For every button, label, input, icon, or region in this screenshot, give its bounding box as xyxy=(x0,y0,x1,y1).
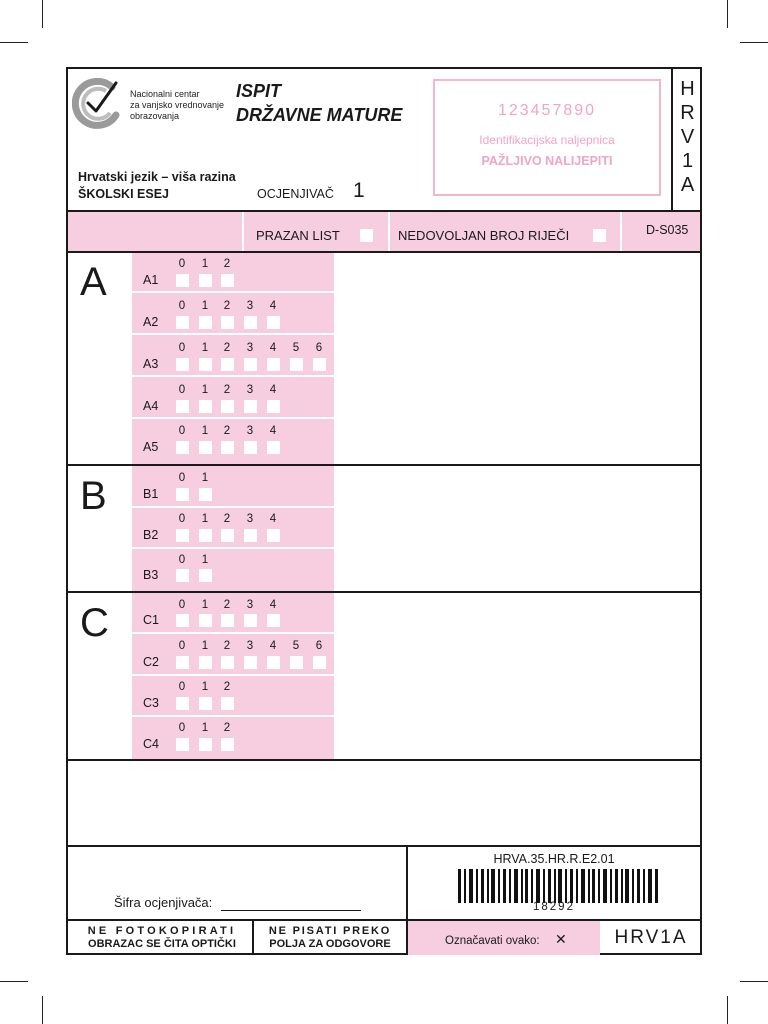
org-name xyxy=(130,89,250,122)
divider xyxy=(252,921,254,955)
vertical-code-char: V xyxy=(680,126,695,148)
blank-sheet-label: PRAZAN LIST xyxy=(256,228,340,243)
subject-title: Hrvatski jezik – viša razina xyxy=(78,170,236,184)
option-number: 0 xyxy=(178,300,186,312)
answer-box-c2-4[interactable] xyxy=(267,656,280,669)
option-number: 1 xyxy=(201,342,209,354)
question-label-b1: B1 xyxy=(143,487,159,501)
option-number: 4 xyxy=(269,342,277,354)
answer-box-c4-2[interactable] xyxy=(221,738,234,751)
question-label-a3: A3 xyxy=(143,357,159,371)
answer-box-a4-0[interactable] xyxy=(176,400,189,413)
vertical-code-char: R xyxy=(680,102,695,124)
option-number: 0 xyxy=(178,425,186,437)
option-number: 1 xyxy=(201,513,209,525)
answer-box-c1-0[interactable] xyxy=(176,614,189,627)
form-code: HRV1A xyxy=(614,927,688,948)
option-number: 5 xyxy=(292,342,300,354)
answer-box-a4-1[interactable] xyxy=(199,400,212,413)
option-number: 2 xyxy=(223,513,231,525)
answer-box-c1-3[interactable] xyxy=(244,614,257,627)
answer-box-a4-3[interactable] xyxy=(244,400,257,413)
org-line: Nacionalni centar xyxy=(130,89,200,99)
option-number: 0 xyxy=(178,599,186,611)
answer-box-b2-2[interactable] xyxy=(221,529,234,542)
divider xyxy=(620,212,622,251)
question-label-a2: A2 xyxy=(143,315,159,329)
no-copy-warning xyxy=(76,925,248,951)
form-d-code: D-S035 xyxy=(646,223,689,237)
option-number: 0 xyxy=(178,258,186,270)
answer-box-a1-1[interactable] xyxy=(199,274,212,287)
cross-mark-icon: ✕ xyxy=(555,931,567,947)
option-number: 1 xyxy=(201,599,209,611)
answer-box-a2-4[interactable] xyxy=(267,316,280,329)
grader-code-input-line[interactable] xyxy=(221,910,361,911)
answer-box-c2-0[interactable] xyxy=(176,656,189,669)
answer-sheet xyxy=(66,67,702,955)
question-label-c2: C2 xyxy=(143,655,159,669)
warning-line: NE PISATI PREKO xyxy=(268,925,392,937)
option-number: 1 xyxy=(201,384,209,396)
option-number: 2 xyxy=(223,681,231,693)
question-separator xyxy=(132,506,334,508)
crop-mark xyxy=(740,42,768,43)
divider xyxy=(242,212,244,251)
question-separator xyxy=(132,291,334,293)
option-number: 1 xyxy=(201,554,209,566)
question-separator xyxy=(132,375,334,377)
option-number: 5 xyxy=(292,640,300,652)
option-number: 3 xyxy=(246,640,254,652)
option-number: 2 xyxy=(223,300,231,312)
label-ident-text: Identifikacijska naljepnica xyxy=(479,133,615,147)
label-careful-text: PAŽLJIVO NALIJEPITI xyxy=(481,154,613,168)
crop-mark xyxy=(42,0,43,28)
answer-box-a3-3[interactable] xyxy=(244,358,257,371)
option-number: 4 xyxy=(269,425,277,437)
section-letter-b: B xyxy=(80,474,107,518)
warning-line: OBRAZAC SE ČITA OPTIČKI xyxy=(88,938,236,950)
answer-box-c1-1[interactable] xyxy=(199,614,212,627)
question-separator xyxy=(132,417,334,419)
option-number: 6 xyxy=(315,342,323,354)
answer-box-a1-0[interactable] xyxy=(176,274,189,287)
option-number: 0 xyxy=(178,513,186,525)
section-letter-a: A xyxy=(80,260,107,304)
option-number: 6 xyxy=(315,640,323,652)
grader-label: OCJENJIVAČ xyxy=(257,187,334,201)
answer-box-c2-5[interactable] xyxy=(290,656,303,669)
crop-mark xyxy=(0,42,28,43)
answer-box-a3-6[interactable] xyxy=(313,358,326,371)
vertical-code-char: A xyxy=(680,174,695,196)
option-number: 0 xyxy=(178,472,186,484)
vertical-code-char: 1 xyxy=(681,150,694,172)
option-number: 1 xyxy=(201,258,209,270)
question-label-a1: A1 xyxy=(143,273,159,287)
question-label-a4: A4 xyxy=(143,399,159,413)
option-number: 4 xyxy=(269,513,277,525)
answer-box-b1-1[interactable] xyxy=(199,488,212,501)
label-digits: 123457890 xyxy=(497,102,597,119)
blank-sheet-checkbox[interactable] xyxy=(360,229,373,242)
title-line: ISPIT xyxy=(236,81,282,101)
question-label-c3: C3 xyxy=(143,696,159,710)
option-number: 2 xyxy=(223,722,231,734)
answer-box-a3-1[interactable] xyxy=(199,358,212,371)
insufficient-words-checkbox[interactable] xyxy=(593,229,606,242)
answer-box-a5-3[interactable] xyxy=(244,441,257,454)
crop-mark xyxy=(727,0,728,28)
option-number: 4 xyxy=(269,640,277,652)
option-number: 1 xyxy=(201,681,209,693)
option-number: 3 xyxy=(246,425,254,437)
answer-box-c1-4[interactable] xyxy=(267,614,280,627)
divider xyxy=(68,759,700,761)
option-number: 3 xyxy=(246,300,254,312)
title-line: DRŽAVNE MATURE xyxy=(236,105,403,125)
option-number: 3 xyxy=(246,599,254,611)
option-number: 2 xyxy=(223,599,231,611)
answer-box-a4-2[interactable] xyxy=(221,400,234,413)
answer-box-a5-4[interactable] xyxy=(267,441,280,454)
org-line: obrazovanja xyxy=(130,111,180,121)
question-label-b3: B3 xyxy=(143,568,159,582)
option-number: 1 xyxy=(201,472,209,484)
divider xyxy=(68,919,700,921)
question-separator xyxy=(132,333,334,335)
crop-mark xyxy=(727,996,728,1024)
answer-box-c3-1[interactable] xyxy=(199,697,212,710)
exam-title xyxy=(236,79,402,127)
option-number: 3 xyxy=(246,384,254,396)
question-label-c1: C1 xyxy=(143,613,159,627)
option-number: 0 xyxy=(178,384,186,396)
vertical-form-code xyxy=(671,69,702,212)
insufficient-words-label: NEDOVOLJAN BROJ RIJEČI xyxy=(398,228,570,243)
answer-box-b3-0[interactable] xyxy=(176,569,189,582)
answer-box-c4-0[interactable] xyxy=(176,738,189,751)
org-line: za vanjsko vrednovanje xyxy=(130,100,225,110)
answer-box-a2-0[interactable] xyxy=(176,316,189,329)
option-number: 2 xyxy=(223,640,231,652)
checkmark-logo-icon xyxy=(72,75,124,131)
option-number: 1 xyxy=(201,425,209,437)
option-number: 4 xyxy=(269,300,277,312)
question-separator xyxy=(132,547,334,549)
identification-label-area xyxy=(433,79,661,196)
crop-mark xyxy=(42,996,43,1024)
mark-example-label: Označavati ovako: xyxy=(445,935,540,947)
answer-box-a2-1[interactable] xyxy=(199,316,212,329)
divider xyxy=(388,212,390,251)
option-number: 2 xyxy=(223,342,231,354)
option-number: 1 xyxy=(201,722,209,734)
answer-box-b2-3[interactable] xyxy=(244,529,257,542)
option-number: 0 xyxy=(178,342,186,354)
option-number: 3 xyxy=(246,342,254,354)
answer-box-b2-0[interactable] xyxy=(176,529,189,542)
option-number: 4 xyxy=(269,384,277,396)
answer-box-a3-0[interactable] xyxy=(176,358,189,371)
answer-box-c1-2[interactable] xyxy=(221,614,234,627)
option-number: 0 xyxy=(178,554,186,566)
warning-line: NE FOTOKOPIRATI xyxy=(87,925,237,937)
answer-box-c3-2[interactable] xyxy=(221,697,234,710)
question-label-c4: C4 xyxy=(143,737,159,751)
answer-box-b3-1[interactable] xyxy=(199,569,212,582)
grader-number: 1 xyxy=(353,179,365,202)
question-separator xyxy=(132,632,334,634)
answer-box-a5-1[interactable] xyxy=(199,441,212,454)
answer-box-a3-4[interactable] xyxy=(267,358,280,371)
answer-box-c3-0[interactable] xyxy=(176,697,189,710)
crop-mark xyxy=(0,981,28,982)
option-number: 1 xyxy=(201,300,209,312)
exam-type: ŠKOLSKI ESEJ xyxy=(78,187,169,201)
option-number: 3 xyxy=(246,513,254,525)
answer-box-a5-2[interactable] xyxy=(221,441,234,454)
answer-box-a2-2[interactable] xyxy=(221,316,234,329)
option-number: 0 xyxy=(178,681,186,693)
option-number: 0 xyxy=(178,722,186,734)
answer-box-c2-2[interactable] xyxy=(221,656,234,669)
answer-box-a4-4[interactable] xyxy=(267,400,280,413)
section-letter-c: C xyxy=(80,601,109,645)
option-number: 2 xyxy=(223,384,231,396)
question-separator xyxy=(132,715,334,717)
answer-box-c2-1[interactable] xyxy=(199,656,212,669)
question-label-b2: B2 xyxy=(143,528,159,542)
barcode-code: HRVA.35.HR.R.E2.01 xyxy=(493,852,615,866)
answer-box-b1-0[interactable] xyxy=(176,488,189,501)
answer-box-a3-5[interactable] xyxy=(290,358,303,371)
barcode-icon xyxy=(458,869,658,903)
answer-box-c2-6[interactable] xyxy=(313,656,326,669)
option-number: 2 xyxy=(223,258,231,270)
answer-box-a2-3[interactable] xyxy=(244,316,257,329)
question-label-a5: A5 xyxy=(143,440,159,454)
warning-line: POLJA ZA ODGOVORE xyxy=(269,938,391,950)
answer-box-a3-2[interactable] xyxy=(221,358,234,371)
answer-box-a1-2[interactable] xyxy=(221,274,234,287)
answer-box-c2-3[interactable] xyxy=(244,656,257,669)
answer-box-b2-4[interactable] xyxy=(267,529,280,542)
answer-box-b2-1[interactable] xyxy=(199,529,212,542)
grader-code-label: Šifra ocjenjivača: xyxy=(114,895,213,910)
option-number: 2 xyxy=(223,425,231,437)
answer-box-a5-0[interactable] xyxy=(176,441,189,454)
crop-mark xyxy=(740,981,768,982)
option-number: 4 xyxy=(269,599,277,611)
answer-box-c4-1[interactable] xyxy=(199,738,212,751)
no-write-warning xyxy=(256,925,404,951)
divider xyxy=(68,845,700,847)
vertical-code-char: H xyxy=(680,78,695,100)
barcode-number: 18292 xyxy=(533,901,575,913)
option-number: 0 xyxy=(178,640,186,652)
option-number: 1 xyxy=(201,640,209,652)
question-separator xyxy=(132,674,334,676)
